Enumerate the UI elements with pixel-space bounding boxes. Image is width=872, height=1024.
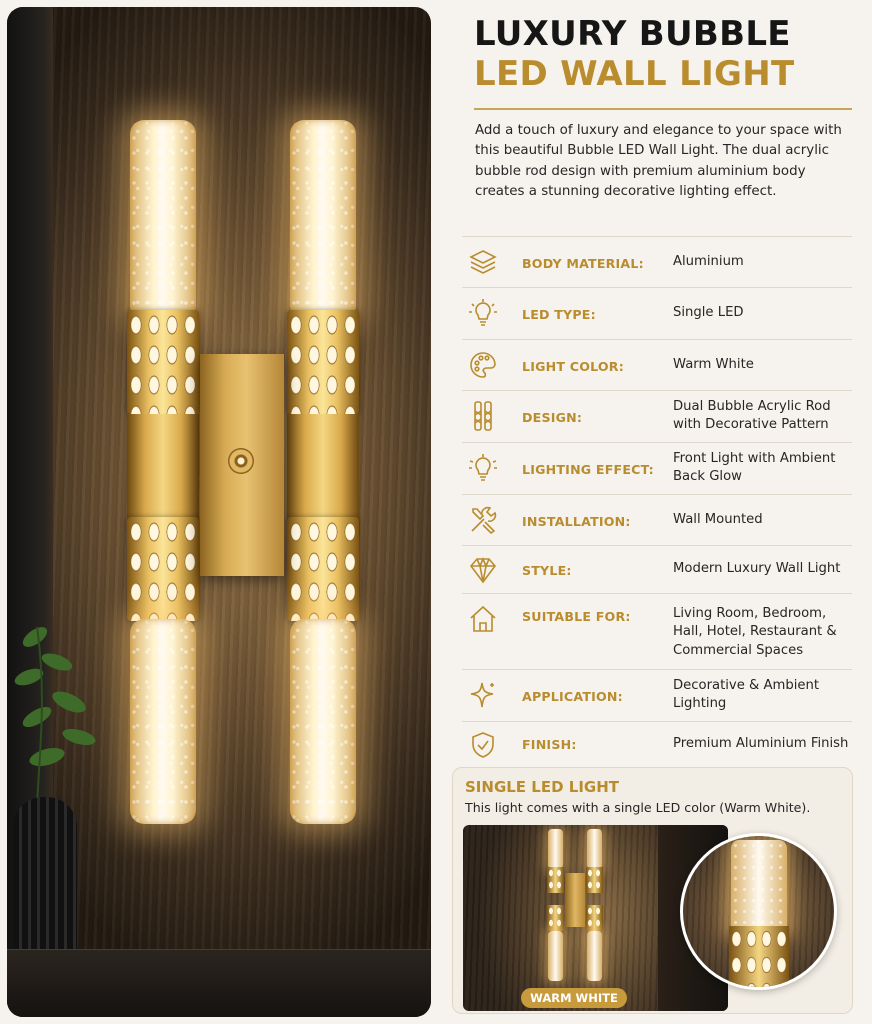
spec-label: STYLE: [522,563,572,578]
spec-row-light-color [462,339,852,390]
intro-text: Add a touch of luxury and elegance to your space with this beautiful Bubble LED Wall Light. The dual acrylic bubble rod design with premium aluminium body creates a stunning decorative lighting effect. [475,123,842,200]
left-decorative-band-bottom [127,517,199,621]
title-line-1: LUXURY BUBBLE [474,14,791,54]
spec-label: INSTALLATION: [522,514,631,529]
plant [7,607,117,807]
sparkle-icon [468,680,498,710]
led-box-title: SINGLE LED LIGHT [465,778,619,796]
spec-value: Dual Bubble Acrylic Rod with Decorative Pattern [673,399,831,433]
spec-label: LED TYPE: [522,307,596,322]
tools-icon [468,505,498,535]
palette-icon [468,350,498,380]
zoom-rod [731,840,787,930]
spec-value: Warm White [673,357,754,372]
spec-label: APPLICATION: [522,689,623,704]
spec-label: BODY MATERIAL: [522,256,644,271]
spec-label: SUITABLE FOR: [522,609,631,624]
lightbulb-icon [468,298,498,328]
title-divider [474,108,852,110]
spec-label: LIGHT COLOR: [522,359,624,374]
spec-row-finish [462,721,852,767]
spec-label: FINISH: [522,737,577,752]
single-led-box [452,767,853,1014]
thumb-mount-plate [565,873,585,927]
spec-row-lighting-effect [462,442,852,494]
spec-value: Front Light with Ambient Back Glow [673,451,836,485]
spec-row-application [462,669,852,721]
right-acrylic-rod-top [290,120,356,320]
mount-screw [228,448,254,474]
left-acrylic-rod-bottom [130,619,196,824]
title-line-2: LED WALL LIGHT [474,54,795,94]
thumb-left-band [547,867,564,893]
right-decorative-band-bottom [287,517,359,621]
vase [13,797,77,972]
thumb-left-rod-top [548,829,563,869]
spec-value: Wall Mounted [673,512,763,527]
spec-value: Aluminium [673,254,744,269]
thumb-right-rod-top [587,829,602,869]
left-acrylic-rod-top [130,120,196,320]
spec-value: Decorative & Ambient Lighting [673,678,820,712]
right-gold-tube [287,414,359,520]
diamond-icon [468,555,498,585]
zoom-band [729,926,789,990]
left-decorative-band-top [127,310,199,414]
product-photo [7,7,431,1017]
warm-white-badge: WARM WHITE [521,988,627,1008]
spec-row-suitable-for [462,593,852,669]
spec-row-body-material [462,236,852,287]
detail-zoom-circle [680,833,837,990]
shield-check-icon [468,730,498,760]
spec-value: Modern Luxury Wall Light [673,561,841,576]
spec-label: LIGHTING EFFECT: [522,462,654,477]
spec-row-style [462,545,852,593]
led-box-subtitle: This light comes with a single LED color (Warm White). [465,800,811,815]
spec-value: Living Room, Bedroom, Hall, Hotel, Restaurant & Commercial Spaces [673,606,837,658]
marble-floor [7,949,431,1017]
rods-icon [468,401,498,431]
spec-row-design [462,390,852,442]
spec-value: Premium Aluminium Finish [673,736,849,751]
right-decorative-band-top [287,310,359,414]
spec-row-installation [462,494,852,545]
spec-row-led-type [462,287,852,339]
layers-icon [468,247,498,277]
bulb-glow-icon [468,453,498,483]
spec-value: Single LED [673,305,744,320]
right-acrylic-rod-bottom [290,619,356,824]
house-icon [468,604,498,634]
spec-label: DESIGN: [522,410,583,425]
left-gold-tube [127,414,199,520]
